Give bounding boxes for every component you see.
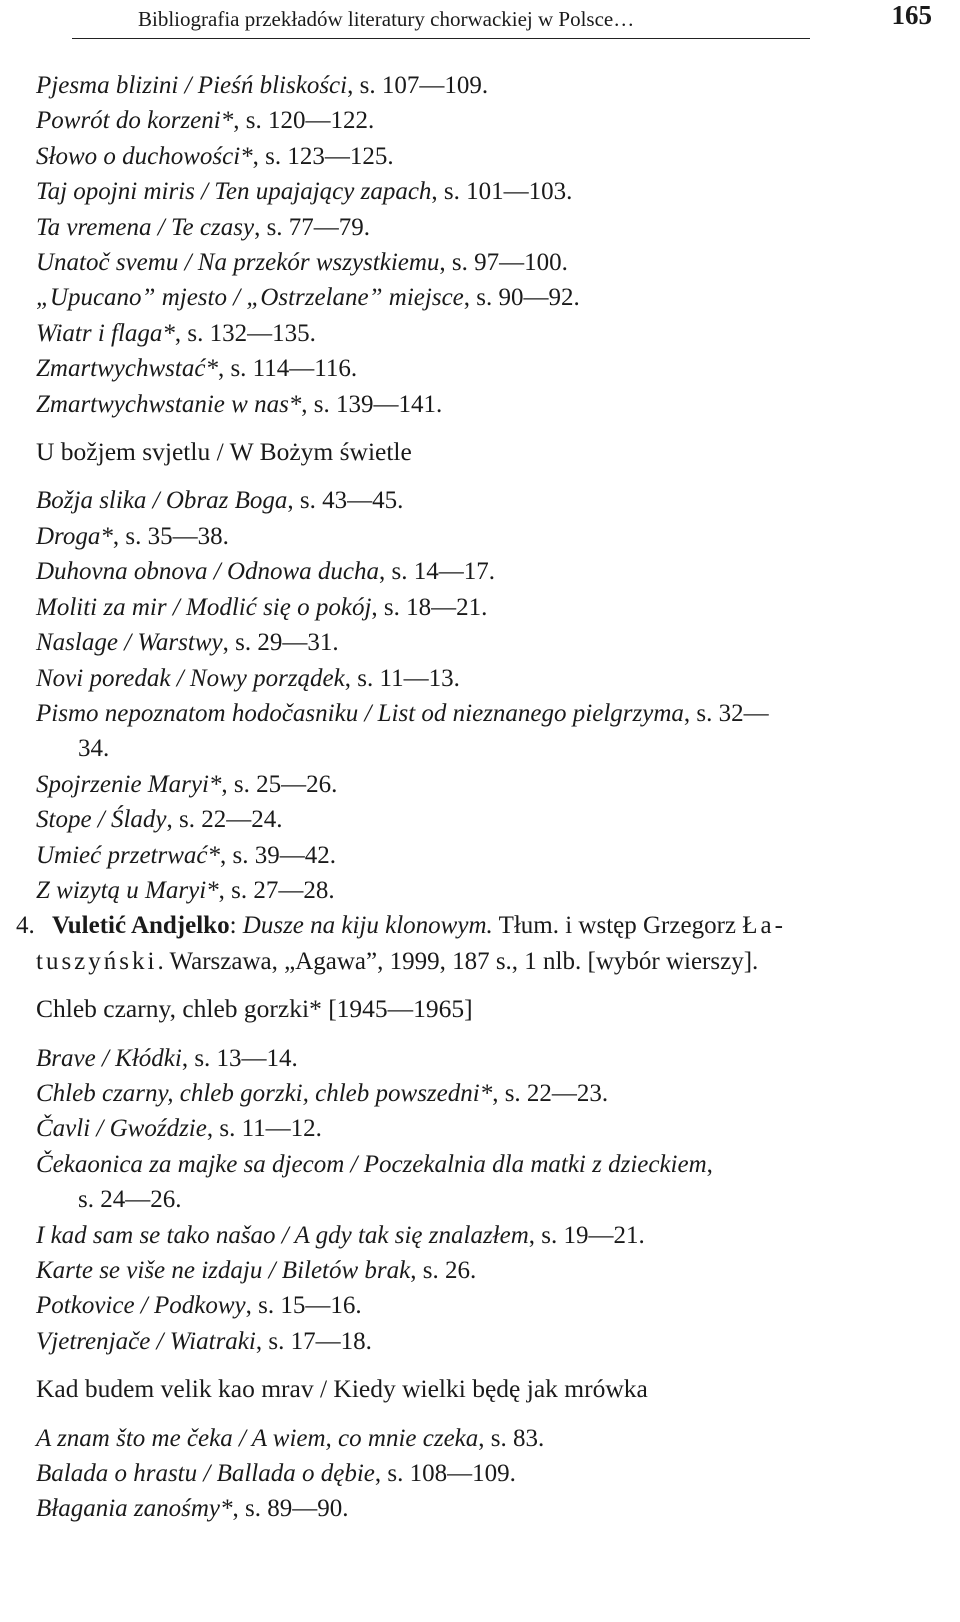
page-number: 165 — [891, 0, 932, 30]
entry-pages: , s. 89—90. — [232, 1495, 349, 1523]
entry-title: Naslage / Warstwy — [36, 629, 223, 657]
bibliography-entry — [36, 210, 926, 245]
bibliography-entry — [36, 838, 926, 873]
bibliography-entry — [36, 554, 926, 589]
entry-pages: , s. 101—103. — [431, 178, 573, 206]
entry-pages: , s. 29—31. — [222, 629, 339, 657]
entry-title: Balada o hrastu / Ballada o dębie — [36, 1460, 375, 1488]
book-translator-continued: tuszyński — [36, 947, 158, 975]
entry-pages: , s. 25—26. — [221, 770, 338, 798]
entry-title: Čavli / Gwoździe — [36, 1115, 207, 1143]
entry-title: „Upucano” mjesto / „Ostrzelane” miejsce — [36, 284, 464, 312]
bibliography-entry — [36, 519, 926, 554]
book-title: Dusze na kiju klonowym. — [242, 912, 493, 940]
entry-pages: , s. 35—38. — [112, 522, 229, 550]
entry-pages: , — [706, 1150, 713, 1178]
entry-title: Božja slika / Obraz Boga — [36, 487, 288, 515]
entry-title: Moliti za mir / Modlić się o pokój — [36, 593, 372, 621]
entry-pages: , s. 77—79. — [254, 213, 371, 241]
bibliography-entry — [36, 316, 926, 351]
entry-title: Droga* — [36, 522, 113, 550]
entry-pages: , s. 114—116. — [217, 355, 358, 383]
entry-pages: , s. 139—141. — [301, 390, 443, 418]
bibliography-entry — [36, 139, 926, 174]
entry-title: Pismo nepoznatom hodočasniku / List od nieznanego pielgrzyma — [36, 699, 684, 727]
entry-title: Pjesma blizini / Pieśń bliskości — [36, 72, 348, 99]
book-record — [16, 908, 926, 979]
entry-title: Potkovice / Podkowy — [36, 1292, 246, 1320]
book-publication-details: . Warszawa, „Agawa”, 1999, 187 s., 1 nlb. [wybór wierszy]. — [157, 947, 759, 975]
entry-pages: , s. 13—14. — [181, 1044, 298, 1072]
book-number: 4. — [16, 912, 35, 940]
bibliography-entry — [36, 174, 926, 209]
entry-pages: , s. 11—13. — [344, 664, 460, 692]
entry-title: Unatoč svemu / Na przekór wszystkiemu — [36, 249, 440, 277]
bibliography-entry — [36, 103, 926, 138]
bibliography-entry — [36, 661, 926, 696]
book-translator: Ła- — [742, 912, 786, 940]
book-author: Vuletić Andjelko — [52, 912, 230, 940]
entry-list — [36, 68, 926, 422]
bibliography-entry — [36, 483, 926, 518]
entry-list — [36, 1421, 926, 1527]
entry-pages: , s. 132—135. — [174, 319, 316, 347]
bibliography-entry — [36, 696, 926, 767]
entry-list — [36, 483, 926, 695]
entry-title: Chleb czarny, chleb gorzki, chleb powszedni* — [36, 1079, 493, 1107]
bibliography-entry — [36, 767, 926, 802]
section-heading: U božjem svjetlu / W Bożym świetle — [36, 437, 412, 467]
entry-title: A znam što me čeka / A wiem, co mnie czeka — [36, 1424, 479, 1452]
entry-pages: , s. 22—24. — [166, 806, 283, 834]
bibliography-entry — [36, 1288, 926, 1323]
bibliography-entry — [36, 1253, 926, 1288]
bibliography-entry — [36, 351, 926, 386]
bibliography-entry — [36, 1041, 926, 1076]
section-heading: Chleb czarny, chleb gorzki* [1945—1965] — [36, 994, 473, 1024]
entry-pages: , s. 107—109. — [347, 72, 489, 99]
entry-pages: , s. 26. — [410, 1257, 477, 1284]
entry-title: Wiatr i flaga* — [36, 319, 175, 347]
bibliography-entry — [36, 1456, 926, 1491]
entry-title: Duhovna obnova / Odnowa ducha — [36, 558, 380, 586]
bibliography-entry — [36, 625, 926, 660]
entry-title: Błagania zanośmy* — [36, 1495, 233, 1523]
entry-title: Vjetrenjače / Wiatraki — [36, 1327, 256, 1355]
entry-title: Novi poredak / Nowy porządek — [36, 664, 345, 692]
entry-pages: , s. 17—18. — [255, 1327, 372, 1355]
entry-pages: , s. 14—17. — [379, 558, 496, 586]
bibliography-entry — [36, 387, 926, 422]
entry-pages-continued: s. 24—26. — [78, 1186, 182, 1214]
bibliography-entry — [36, 280, 926, 315]
bibliography-entry — [36, 590, 926, 625]
entry-title: Spojrzenie Maryi* — [36, 770, 222, 798]
entry-title: Ta vremena / Te czasy — [36, 213, 255, 241]
entry-title: Powrót do korzeni* — [36, 107, 234, 135]
book-colon: : — [229, 912, 237, 940]
entry-title: I kad sam se tako našao / A gdy tak się znalazłem — [36, 1221, 529, 1249]
entry-pages: , s. 83. — [478, 1424, 545, 1452]
bibliography-entry — [36, 1324, 926, 1359]
bibliography-entry — [36, 1076, 926, 1111]
entry-pages: , s. 90—92. — [463, 284, 580, 312]
entry-title: Stope / Ślady — [36, 806, 167, 834]
page-header — [72, 0, 932, 40]
entry-title: Karte se više ne izdaju / Biletów brak — [36, 1257, 411, 1284]
entry-pages: , s. 39—42. — [220, 841, 336, 869]
entry-pages-continued: 34. — [78, 735, 110, 763]
bibliography-entry — [36, 1147, 926, 1218]
entry-title: Zmartwychwstać* — [36, 355, 218, 383]
entry-title: Zmartwychwstanie w nas* — [36, 390, 302, 418]
entry-pages: , s. 19—21. — [528, 1221, 645, 1249]
bibliography-entry — [36, 1218, 926, 1253]
bibliography-entry — [36, 1111, 926, 1146]
header-rule — [72, 38, 810, 39]
entry-title: Taj opojni miris / Ten upajający zapach — [36, 178, 432, 206]
entry-pages: , s. 120—122. — [233, 107, 375, 135]
bibliography-content — [16, 68, 926, 1527]
bibliography-entry — [36, 802, 926, 837]
section-heading: Kad budem velik kao mrav / Kiedy wielki będę jak mrówka — [36, 1374, 648, 1404]
entry-title: Słowo o duchowości* — [36, 142, 253, 170]
entry-list — [36, 767, 926, 909]
entry-title: Z wizytą u Maryi* — [36, 876, 219, 904]
bibliography-entry — [36, 245, 926, 280]
bibliography-entry — [36, 873, 926, 908]
entry-list — [36, 1218, 926, 1360]
bibliography-entry — [36, 68, 926, 103]
entry-pages: , s. 27—28. — [218, 876, 335, 904]
entry-pages: , s. 15—16. — [245, 1292, 362, 1320]
entry-pages: , s. 18—21. — [371, 593, 488, 621]
running-title: Bibliografia przekładów literatury chorwackiej w Polsce… — [138, 7, 635, 31]
entry-list — [36, 1041, 926, 1147]
entry-title: Umieć przetrwać* — [36, 841, 220, 869]
entry-title: Brave / Kłódki — [36, 1044, 182, 1072]
entry-pages: , s. 11—12. — [206, 1115, 322, 1143]
entry-pages: , s. 43—45. — [287, 487, 404, 515]
bibliography-entry — [36, 1421, 926, 1456]
entry-pages: , s. 32— — [683, 699, 769, 727]
bibliography-entry — [36, 1491, 926, 1526]
book-translation-note: Tłum. i wstęp Grzegorz — [498, 912, 736, 940]
entry-pages: , s. 97—100. — [439, 249, 568, 277]
entry-pages: , s. 22—23. — [492, 1079, 609, 1107]
entry-pages: , s. 123—125. — [252, 142, 394, 170]
entry-pages: , s. 108—109. — [374, 1460, 516, 1488]
entry-title: Čekaonica za majke sa djecom / Poczekalnia dla matki z dzieckiem — [36, 1150, 707, 1178]
